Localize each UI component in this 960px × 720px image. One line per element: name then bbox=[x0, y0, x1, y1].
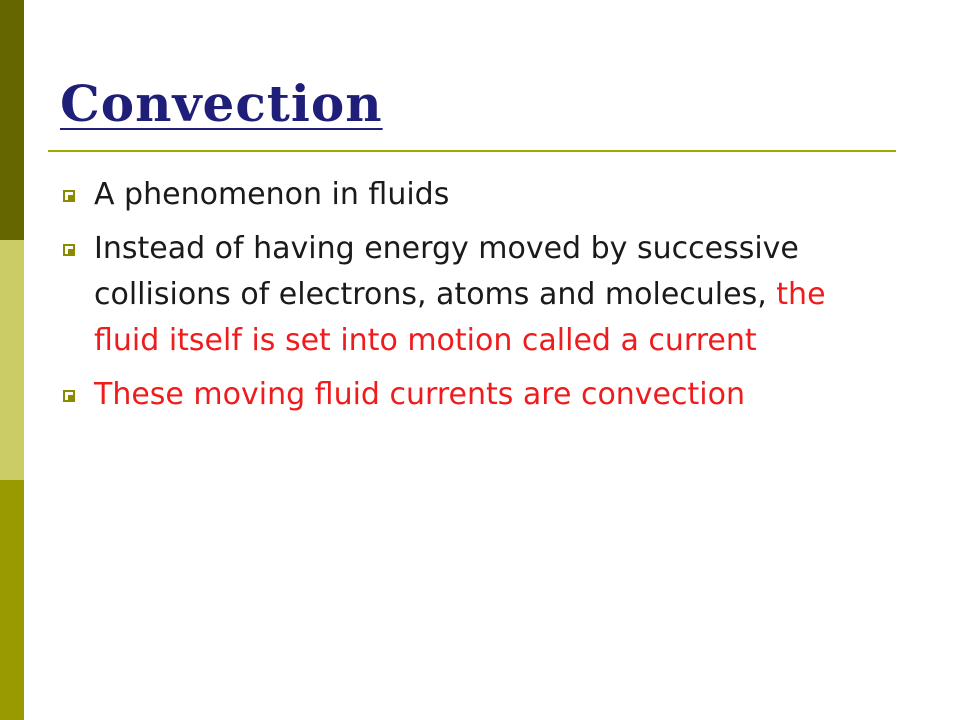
sidebar-band-top bbox=[0, 0, 24, 240]
square-bullet-icon bbox=[63, 190, 75, 202]
bullet-highlight-text: the fluid itself is set into motion called a current bbox=[94, 277, 826, 358]
bullet-item-3 bbox=[62, 372, 892, 418]
slide-title: Convection bbox=[60, 74, 383, 133]
title-divider bbox=[48, 150, 896, 152]
bullet-list bbox=[62, 172, 892, 426]
square-bullet-icon bbox=[63, 244, 75, 256]
square-bullet-icon bbox=[63, 390, 75, 402]
sidebar-band-bottom bbox=[0, 480, 24, 720]
bullet-item-2 bbox=[62, 226, 892, 364]
sidebar-band-middle bbox=[0, 240, 24, 480]
bullet-text: A phenomenon in fluids bbox=[94, 177, 450, 212]
bullet-highlight-text: These moving fluid currents are convection bbox=[94, 377, 745, 412]
bullet-text: Instead of having energy moved by successive collisions of electrons, atoms and molecules, bbox=[94, 231, 799, 312]
bullet-item-1 bbox=[62, 172, 892, 218]
